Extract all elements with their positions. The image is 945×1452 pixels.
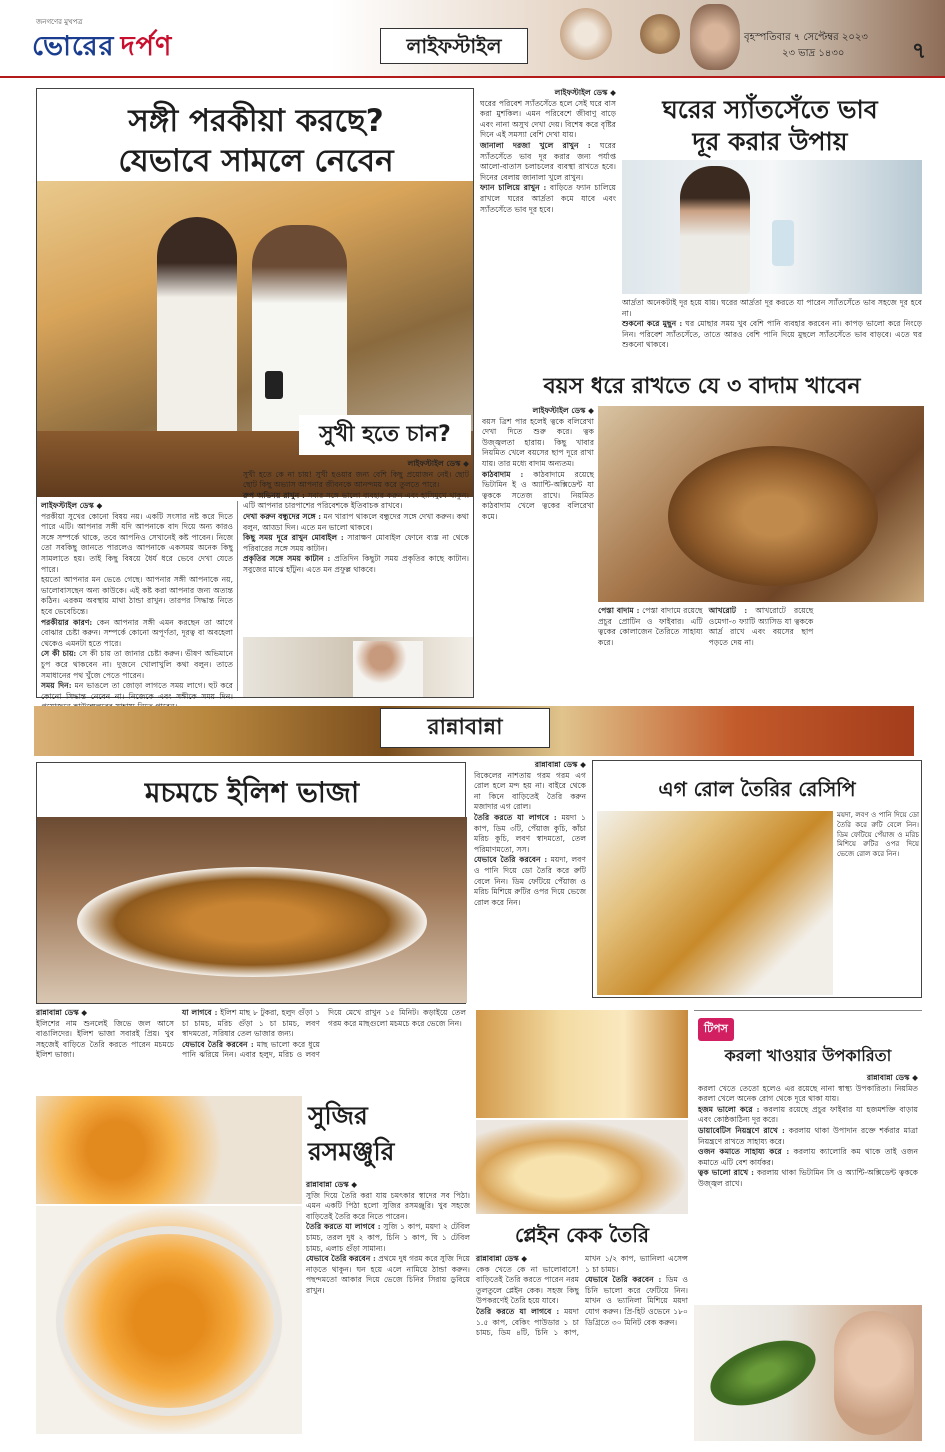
article3-intro: বয়স ত্রিশ পার হলেই ত্বকে বলিরেখা দেখা দিতে শুরু করে। ত্বক উজ্জ্বলতা হারায়। কিছু খাবার নিয়মিত খেলে বয়সের ছাপ দূরে রাখা যায়। তার মধ্যে বাদাম অন্যতম। — [482, 416, 594, 468]
fried-fish-photo — [37, 817, 467, 1003]
tips-intro: করলা খেতে তেতো হলেও এর রয়েছে নানা স্বাস্থ্য উপকারিতা। নিয়মিত করলা খেলে অনেক রোগ থেকে দূরে থাকা যায়। — [698, 1083, 918, 1104]
article3-headline: বয়স ধরে রাখতে যে ৩ বাদাম খাবেন — [543, 374, 861, 399]
recipe4-intro: কেক খেতে কে না ভালোবাসে! বাড়িতেই তৈরি করতে পারেন নরম তুলতুলে প্লেইন কেক। সহজ কিছু উপকরণেই তৈরি হয়ে যাবে। — [476, 1264, 579, 1306]
date-gregorian: বৃহস্পতিবার ৭ সেপ্টেম্বর ২০২৩ — [744, 32, 868, 43]
bitter-gourd — [702, 1328, 825, 1418]
wooden-bowl — [668, 446, 878, 586]
recipe3-intro: বিকেলের নাশতায় গরম গরম এগ রোল হলে মন্দ হয় না। বাইরে থেকে না কিনে বাড়িতেই তৈরি করুন মজাদার এগ রোল। — [474, 770, 586, 812]
date-bengali: ২৩ ভাদ্র ১৪৩০ — [782, 48, 845, 59]
recipe1-desk: রান্নাবান্না ডেস্ক ◆ — [36, 1008, 88, 1017]
recipe1-method: মাছ ভালো করে ধুয়ে পানি ঝরিয়ে নিন। এবার হলুদ, মরিচ ও লবণ দিয়ে মেখে রাখুন ১৫ মিনিট। কড়াইয়ে তেল গরম করে মাছগুলো মচমচে করে ভেজে নিন। — [182, 1008, 466, 1060]
tips-para3: করলায় ক্যালোরি কম থাকে তাই ওজন কমাতে এটি বেশ কার্যকর। — [698, 1147, 918, 1167]
tips-sub2: ডায়াবেটিস নিয়ন্ত্রণে রাখে : — [698, 1125, 785, 1135]
article2-intro: ঘরের পরিবেশ স্যাঁতসেঁতে হলে সেই ঘরে বাস করা মুশকিল। এমন পরিবেশে জীবাণু বাড়ে এবং নানা অসুখ দেখা দেয়। বিশেষ করে বৃষ্টির দিনে এই সমস্যা বেশি দেখা যায়। — [480, 98, 616, 140]
tips-sub3: ওজন কমাতে সাহায্য করে : — [698, 1147, 790, 1157]
recipe2-sub1: তৈরি করতে যা লাগবে : — [306, 1222, 381, 1232]
decor-face — [690, 4, 740, 70]
decor-cup — [560, 8, 612, 60]
article1-headline-line1: সঙ্গী পরকীয়া করছে? — [128, 103, 384, 139]
logo-part2: দর্পণ — [120, 31, 173, 62]
article1-para3: কেন আপনার সঙ্গী এমন করছেন তা আগে বোঝার চেষ্টা করুন। সম্পর্কে কোনো অপূর্ণতা, দূরত্ব বা অবহেলা থেকেও এমনটা হতে পারে। — [41, 617, 233, 648]
tips-sub4: ত্বক ভালো রাখে : — [698, 1168, 754, 1178]
egg-roll-photo — [597, 811, 833, 995]
recipe3-text-left — [474, 760, 586, 1000]
tips-headline: করলা খাওয়ার উপকারিতা — [724, 1046, 892, 1065]
cleaning-photo — [622, 160, 922, 294]
recipe2-desk: রান্নাবান্না ডেস্ক ◆ — [306, 1180, 358, 1189]
page-number: ৭ — [911, 38, 927, 64]
recipe2-intro: সুজি দিয়ে তৈরি করা যায় চমৎকার স্বাদের সব পিঠা। এমন একটি পিঠা হলো সুজির রসমঞ্জুরি। খুব সহজে বাড়িতেই তৈরি করে নিতে পারেন। — [306, 1190, 470, 1221]
family-figure — [353, 641, 423, 697]
article2-headline-line2: দূর করার উপায় — [692, 127, 848, 156]
recipe3-desk: রান্নাবান্না ডেস্ক ◆ — [534, 760, 586, 769]
recipe4-method: ডিম ও চিনি ভালো করে ফেটিয়ে নিন। মাখন ও ভ্যানিলা মিশিয়ে ময়দা যোগ করুন। প্রি-হিট ওভেনে ১৮০ ডিগ্রিতে ৩০ মিনিট বেক করুন। — [585, 1275, 689, 1327]
article1b-intro: সুখী হতে কে না চায়! সুখী হওয়ার জন্য বেশি কিছু প্রয়োজন নেই। ছোট ছোট কিছু অভ্যাস আপনার জীবনকে আনন্দময় করে তুলতে পারে। — [243, 469, 469, 490]
recipe2-sub2: যেভাবে তৈরি করবেন : — [306, 1254, 376, 1264]
recipe-hilsa — [36, 762, 466, 1004]
family-photo — [243, 637, 473, 697]
article1-para2: হয়তো আপনার মন ভেঙে গেছে। আপনার সঙ্গী আপনাকে নয়, ভালোবাসছেন অন্য কাউকে। এই কষ্ট করা আপনার জন্য অত্যন্ত কঠিন। এরকম অবস্থায় মাথা ঠান্ডা রাখুন। তারপর সিদ্ধান্ত নিতে হবে ভেবেচিন্তে। — [41, 575, 233, 616]
nuts-photo — [598, 406, 924, 602]
recipe2-text — [306, 1180, 470, 1440]
rasmanjuri-photo-top — [36, 1096, 302, 1204]
article1-sub1: পরকীয়ার কারণ: — [41, 617, 93, 627]
article1b-sub2: দেখা করুন বন্ধুদের সঙ্গে : — [243, 511, 322, 521]
article2-desk: লাইফস্টাইল ডেস্ক ◆ — [554, 88, 616, 97]
section-title[interactable]: লাইফস্টাইল — [380, 28, 528, 64]
rasmanjuri-photo-bottom — [36, 1206, 302, 1434]
logo-part1: ভোরের — [32, 31, 115, 62]
article2-headline — [622, 94, 918, 158]
article2-sub3: শুকনো করে মুছুন : — [622, 319, 683, 329]
tips-text — [698, 1073, 918, 1301]
article1-sub3: সময় দিন: — [41, 681, 72, 691]
decor-ball — [640, 14, 680, 54]
recipe3-sub1: তৈরি করতে যা লাগবে : — [474, 812, 557, 822]
article1-intro: পরকীয়া সুখের কোনো বিষয় নয়। একটি সংসার নষ্ট করে দিতে পারে এটি। আপনার সঙ্গী যদি আপনাকে বাদ দিয়ে অন্য কারও সঙ্গে সম্পর্কে থাকে, তবে আপনিও সেখানেই কষ্ট পাবেন। নিজে তো সবকিছু জানতে পারলেও আপনাকে একসময় অনেক কিছু সামলাতে হয়। তাই কিছু বিষয়ে ধৈর্য ধরে ভেবে দেখা যেতে পারে। — [41, 511, 233, 574]
date-block — [744, 30, 899, 66]
recipe1-sub1: যা লাগবে : — [182, 1008, 218, 1017]
recipe2-headline-line1: সুজির — [308, 1101, 368, 1130]
article1-para5: মন ভাঙলে তা জোড়া লাগতে সময় লাগে। হুট করে কোনো সিদ্ধান্ত নেবেন না। নিজেকে এবং সঙ্গীকে সময় দিন। — [41, 681, 233, 701]
tips-para1: করলায় রয়েছে প্রচুর ফাইবার যা হজমশক্তি বাড়ায় এবং কোষ্ঠকাঠিন্য দূর করে। — [698, 1104, 918, 1125]
logo-title — [32, 26, 172, 71]
recipe4-sub2: যেভাবে তৈরি করবেন : — [585, 1275, 662, 1285]
article1b-sub3: কিছু সময় দূরে রাখুন মোবাইল : — [243, 533, 344, 543]
article2-para1: ঘরের স্যাঁতসেঁতে ভাব দূর করার জন্য পর্যাপ্ত আলো-বাতাস চলাচলের ব্যবস্থা রাখতে হবে। দিনের বেলায় জানালা খুলে রাখুন। — [480, 140, 616, 182]
recipe4-headline: প্লেইন কেক তৈরি — [515, 1223, 649, 1247]
recipe1-text — [36, 1008, 466, 1092]
spray-bottle — [772, 220, 794, 266]
tips-sub1: হজম ভালো করে : — [698, 1104, 760, 1114]
article2-para5: পরিবেশ স্যাঁতসেঁতে, তাতে আরও বেশি পানি দিয়ে মুছলে স্যাঁতসেঁতে ভাব বাড়বে। এতে ঘর শুকনো থাকবে। — [622, 329, 922, 350]
article2-text-left — [480, 88, 616, 366]
recipe4-text — [476, 1254, 688, 1440]
woman-face — [834, 1311, 914, 1435]
recipe3-method: ময়দা, লবণ ও পানি দিয়ে ডো তৈরি করে রুটি বেলে নিন। ডিম ফেটিয়ে পেঁয়াজ ও মরিচ মিশিয়ে রুটির ওপর দিয়ে ভেজে রোল করে নিন। — [474, 855, 587, 907]
recipe2-method: প্রথমে দুধ গরম করে সুজি দিয়ে নাড়তে থাকুন। ঘন হয়ে এলে নামিয়ে ঠান্ডা করুন। পছন্দমতো আকার দিয়ে ভেজে চিনির সিরায় ডুবিয়ে রাখুন। — [306, 1254, 471, 1295]
article3-text-right — [598, 606, 924, 702]
article2-text-right — [622, 298, 922, 366]
article2-para3: আর্দ্রতা অনেকটাই দূর হয়ে যায়। ঘরের আর্দ্রতা দূর করতে যা পারেন স্যাঁতসেঁতে ভাব সহজে দূর হবে না। — [622, 298, 922, 318]
cake-photo-bottom — [476, 1120, 688, 1214]
article2-sub1: জানালা দরজা খুলে রাখুন : — [480, 140, 591, 150]
tips-para2: করলায় থাকা উপাদান রক্তে শর্করার মাত্রা নিয়ন্ত্রণে রাখতে সাহায্য করে। — [698, 1125, 918, 1146]
article1-para4: সে কী চায় তা জানার চেষ্টা করুন। ভীষণ অভিমানে চুপ করে থাকবেন না। দুজনে খোলাখুলি কথা বলুন। তাতে সমাধানের পথ খুঁজে পেতে পারেন। — [41, 649, 233, 680]
article2-para2: বাড়িতে ফ্যান চালিয়ে রাখলে ঘরের আর্দ্রতা কমে যাবে এবং স্যাঁতসেঁতে ভাব দূর হবে। — [480, 183, 616, 214]
recipe3-ingredients: ময়দা ১ কাপ, ডিম ৩টি, পেঁয়াজ কুচি, কাঁচা মরিচ কুচি, লবণ স্বাদমতো, তেল পরিমাণমতো, সস। — [474, 812, 586, 854]
recipe2-headline — [308, 1098, 468, 1174]
article2-sub2: ফ্যান চালিয়ে রাখুন : — [480, 183, 547, 193]
tips-badge: টিপস — [698, 1018, 734, 1041]
article1b-para4: প্রতিদিন কিছুটা সময় প্রকৃতির কাছে কাটান। সবুজের মাঝে হাঁটুন। এতে মন প্রফুল্ল থাকবে। — [243, 554, 470, 574]
recipe3-extra: ময়দা, লবণ ও পানি দিয়ে ডো তৈরি করে রুটি বেলে নিন। ডিম ফেটিয়ে পেঁয়াজ ও মরিচ মিশিয়ে রুটির ওপর দিয়ে ভেজে রোল করে নিন। — [837, 811, 919, 859]
recipe4-ingredients: ময়দা ১.৫ কাপ, বেকিং পাউডার ১ চা চামচ, ডিম ৪টি, চিনি ১ কাপ, মাখন ১/২ কাপ, ভ্যানিলা এসেন্স ১ চা চামচ। — [476, 1254, 688, 1338]
article1-headline — [47, 101, 465, 181]
article-partner-affair — [36, 88, 474, 701]
woman-figure — [157, 217, 237, 447]
article1b-para2: মন খারাপ থাকলে বন্ধুদের সঙ্গে দেখা করুন। কথা বলুন, আড্ডা দিন। এতে মন ভালো থাকবে। — [243, 511, 470, 532]
tips-header — [698, 1017, 918, 1039]
recipe3-headline: এগ রোল তৈরির রেসিপি — [658, 777, 856, 801]
article3-para3: আখরোটে রয়েছে ওমেগা-৩ ফ্যাটি অ্যাসিড যা ত্বককে আর্দ্র রাখে এবং বয়সের ছাপ পড়তে দেয় না। — [708, 606, 814, 647]
article1b-text — [243, 459, 469, 635]
article2-headline-line1: ঘরের স্যাঁতসেঁতে ভাব — [662, 95, 878, 124]
article1-column-rule — [237, 501, 238, 691]
logo-tagline: জনগণের মুখপত্র — [36, 18, 83, 26]
cake-photo-top — [476, 1010, 688, 1118]
article1-text — [41, 501, 233, 701]
article3-sub2: পেস্তা বাদাম : — [598, 606, 640, 615]
article1b-desk: লাইফস্টাইল ডেস্ক ◆ — [407, 459, 469, 468]
article1-sub2: সে কী চায়: — [41, 649, 77, 659]
tips-desk: রান্নাবান্না ডেস্ক ◆ — [866, 1073, 918, 1082]
article3-text-left — [482, 406, 594, 702]
newspaper-logo[interactable] — [28, 14, 198, 66]
article3-para1: কাঠবাদামে রয়েছে ভিটামিন ই ও অ্যান্টি-অক্সিডেন্ট যা ত্বককে সতেজ রাখে। নিয়মিত কাঠবাদাম খেলে ত্বকের বলিরেখা কমে। — [482, 469, 595, 521]
recipe3-text-right — [837, 811, 919, 995]
article3-desk: লাইফস্টাইল ডেস্ক ◆ — [532, 406, 594, 415]
tips-box — [694, 1010, 922, 1440]
article1b-sub1: রুপ অভিনয় রাখুন : — [243, 490, 305, 500]
recipe3-sub2: যেভাবে তৈরি করবেন : — [474, 855, 548, 865]
recipe1-ingredients: ইলিশ মাছ ৮ টুকরা, হলুদ গুঁড়া ১ চা চামচ, মরিচ গুঁড়া ১ চা চামচ, লবণ স্বাদমতো, সরিষার তেল ভাজার জন্য। — [182, 1008, 320, 1039]
food-section-label[interactable]: রান্নাবান্না — [380, 708, 550, 748]
tips-para4: করলায় থাকা ভিটামিন সি ও অ্যান্টি-অক্সিডেন্ট ত্বককে উজ্জ্বল রাখে। — [698, 1168, 918, 1188]
smartphone-icon — [265, 371, 283, 399]
article1-headline-line2: যেভাবে সামলে নেবেন — [118, 143, 394, 179]
article1-desk: লাইফস্টাইল ডেস্ক ◆ — [41, 501, 103, 510]
article3-sub1: কাঠবাদাম : — [482, 469, 524, 479]
recipe2-ingredients: সুজি ১ কাপ, ময়দা ২ টেবিল চামচ, তরল দুধ ২ কাপ, চিনি ১ কাপ, ঘি ১ টেবিল চামচ, এলাচ গুঁড়া সামান্য। — [306, 1222, 470, 1253]
article1b-sub4: প্রকৃতির সঙ্গে সময় কাটান : — [243, 554, 331, 564]
article3-para2: পেস্তা বাদামে রয়েছে প্রচুর প্রোটিন ও ফাইবার। এটি ত্বকের কোলাজেন তৈরিতে সাহায্য করে। — [598, 606, 703, 647]
article2-para4: ঘর মোছার সময় খুব বেশি পানি ব্যবহার করবেন না। কাপড় ভালো করে নিংড়ে নিন। — [622, 319, 922, 339]
recipe2-headline-line2: রসমঞ্জুরি — [308, 1137, 395, 1166]
article1b-para3: সারাক্ষণ মোবাইল ফোনে ব্যস্ত না থেকে পরিবারের সঙ্গে সময় কাটান। — [243, 533, 469, 553]
recipe1-headline: মচমচে ইলিশ ভাজা — [144, 776, 360, 809]
woman-cleaning — [680, 166, 750, 294]
article3-sub3: আখরোট : — [708, 606, 748, 615]
article1b-headline: সুখী হতে চান? — [299, 415, 471, 455]
recipe-egg-roll — [592, 760, 922, 998]
recipe4-sub1: তৈরি করতে যা লাগবে : — [476, 1306, 560, 1316]
fish-plate — [77, 867, 427, 977]
recipe1-intro: ইলিশের নাম শুনলেই জিভে জল আসে বাঙালিদের। ইলিশ ভাজা সবারই প্রিয়। খুব সহজেই বাড়িতে তৈরি করতে পারেন মচমচে ইলিশ ভাজা। — [36, 1018, 174, 1060]
recipe1-sub2: যেভাবে তৈরি করবেন : — [182, 1039, 254, 1049]
bitter-gourd-photo — [694, 1305, 922, 1441]
article1b-para1: সবার সঙ্গে ভালো ব্যবহার করুন এবং হাসিমুখে থাকুন। এটি আপনার চারপাশের পরিবেশকে ইতিবাচক রাখবে। — [243, 490, 469, 511]
recipe4-desk: রান্নাবান্না ডেস্ক ◆ — [476, 1254, 528, 1263]
white-plate — [56, 1226, 282, 1416]
